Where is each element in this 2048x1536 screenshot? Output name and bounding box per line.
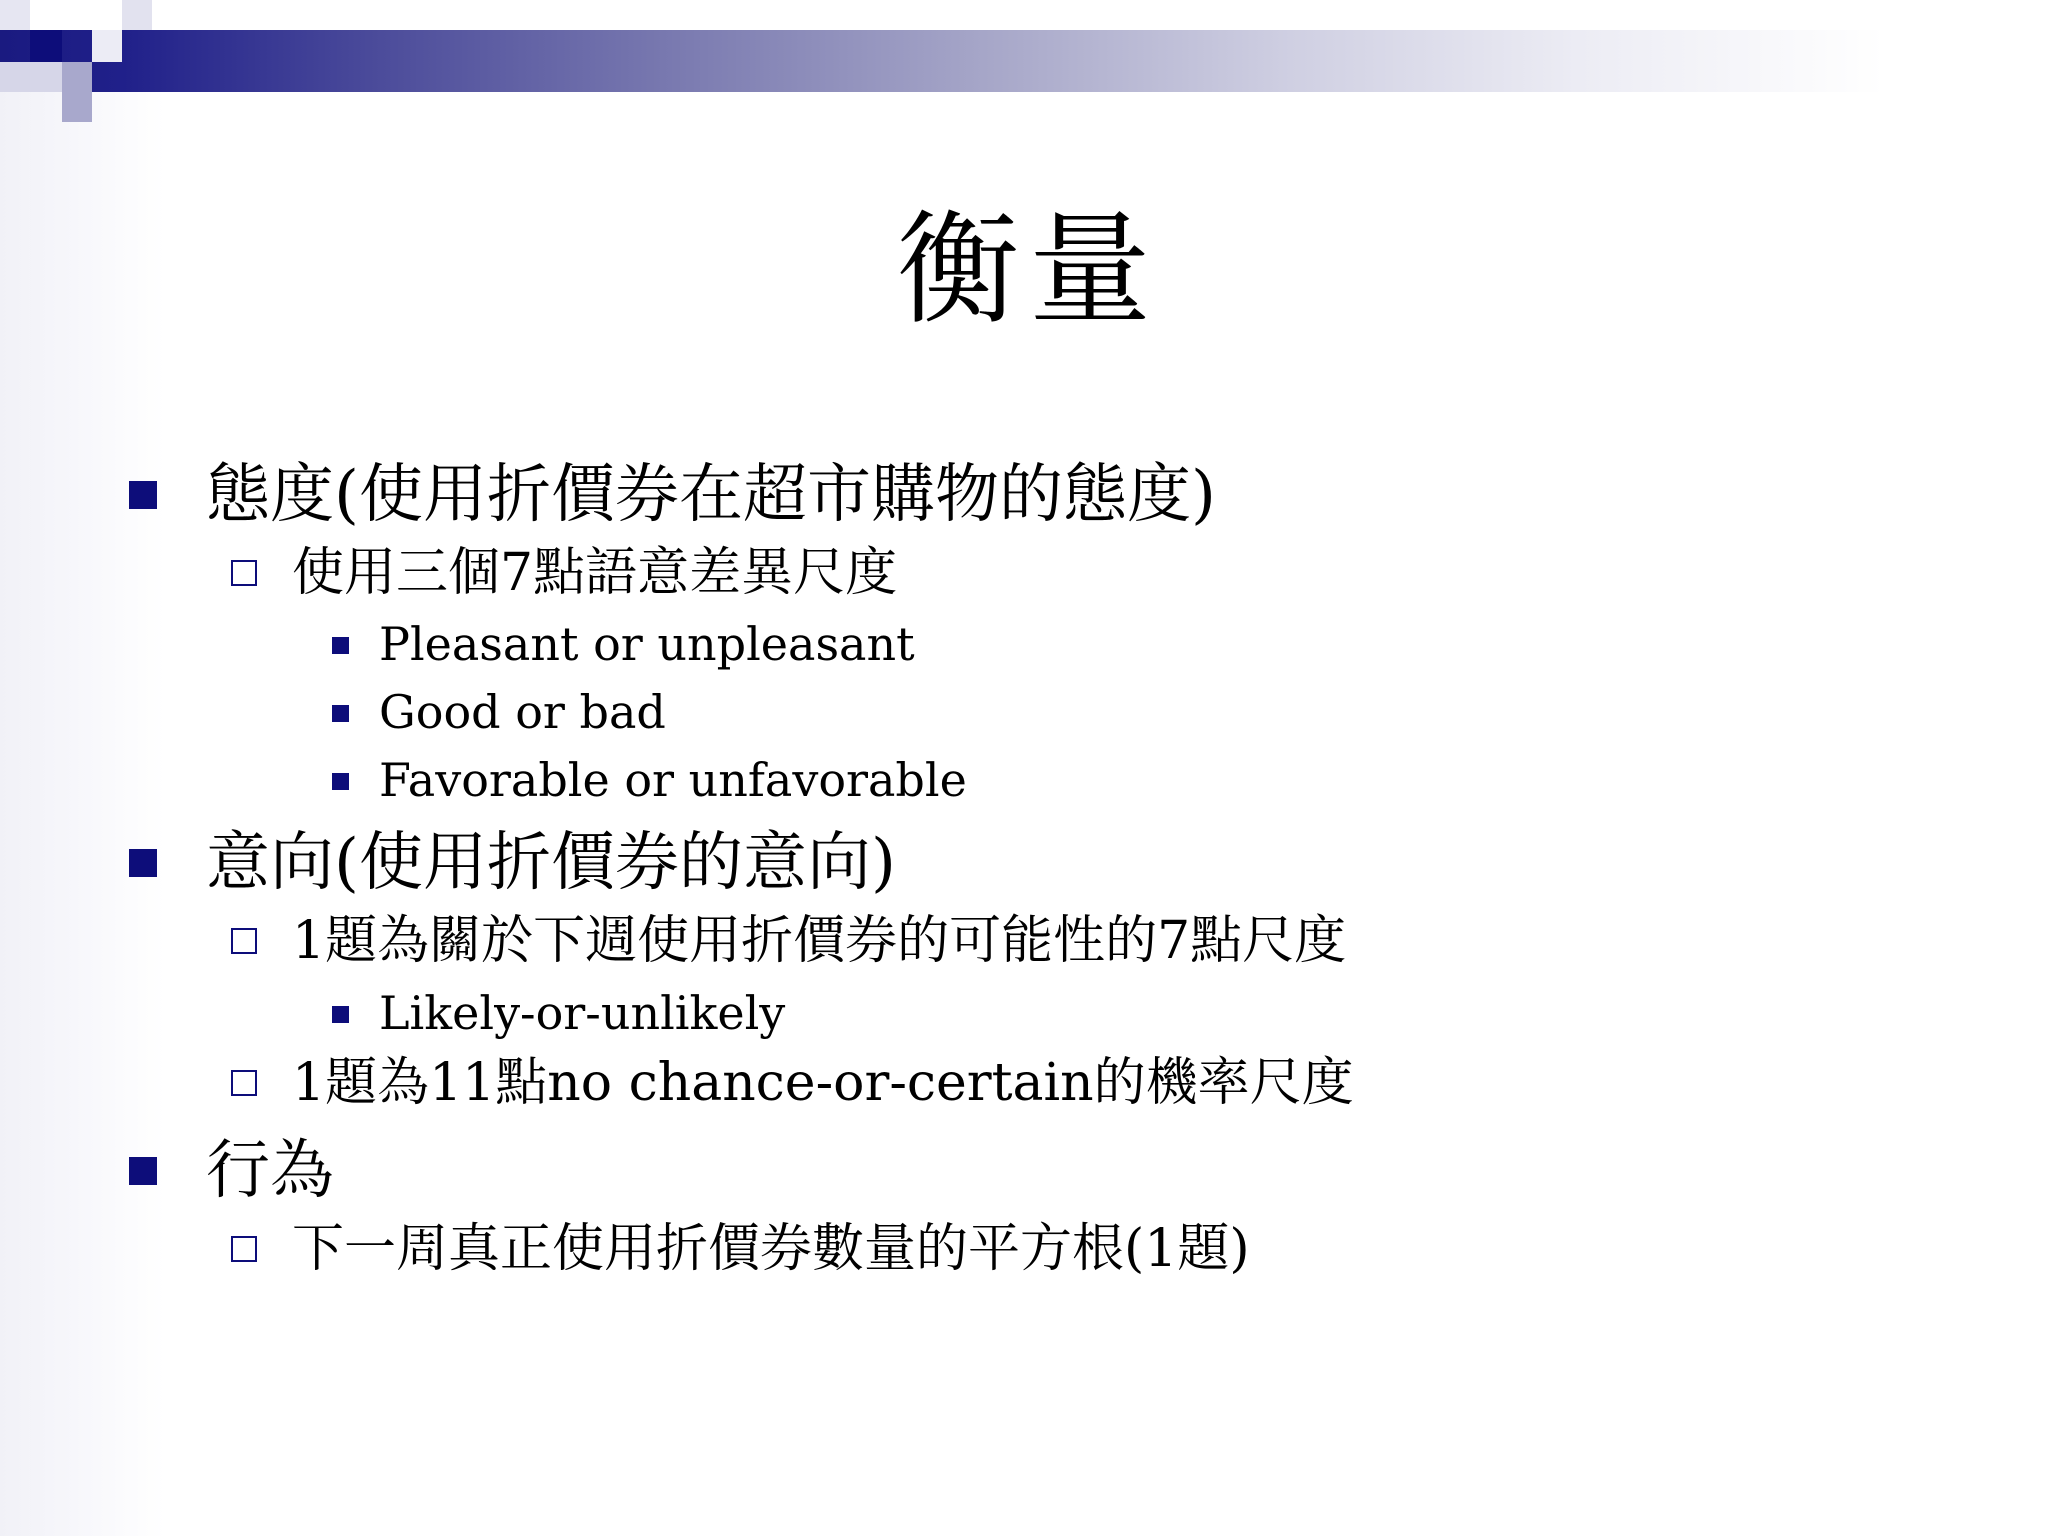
header-deco-square xyxy=(92,30,122,62)
bullet-square-icon xyxy=(129,849,157,877)
bullet-coupon-count: 下一周真正使用折價券數量的平方根(1題) xyxy=(292,1219,1250,1279)
bullet-intention: 意向(使用折價券的意向) xyxy=(206,826,896,900)
bullet-hollow-square-icon xyxy=(231,928,257,954)
bullet-small-square-icon xyxy=(332,705,349,722)
header-deco-square xyxy=(122,0,152,30)
bullet-likelihood-scale: 1題為關於下週使用折價券的可能性的7點尺度 xyxy=(292,911,1347,971)
bullet-square-icon xyxy=(129,1157,157,1185)
slide-title: 衡量 xyxy=(897,199,1161,341)
bullet-favorable: Favorable or unfavorable xyxy=(379,753,967,807)
bullet-small-square-icon xyxy=(332,773,349,790)
bullet-small-square-icon xyxy=(332,637,349,654)
bullet-behavior: 行為 xyxy=(206,1134,334,1208)
bullet-hollow-square-icon xyxy=(231,560,257,586)
bullet-good: Good or bad xyxy=(379,685,666,739)
bullet-square-icon xyxy=(129,481,157,509)
bullet-small-square-icon xyxy=(332,1006,349,1023)
header-deco-square xyxy=(0,62,62,92)
bullet-pleasant: Pleasant or unpleasant xyxy=(379,617,915,671)
header-deco-square xyxy=(30,30,62,62)
bullet-attitude: 態度(使用折價券在超市購物的態度) xyxy=(206,458,1216,532)
header-deco-square xyxy=(0,0,30,30)
bullet-likely: Likely-or-unlikely xyxy=(379,986,786,1040)
header-deco-square xyxy=(62,62,92,122)
bullet-hollow-square-icon xyxy=(231,1070,257,1096)
bullet-semantic-scale: 使用三個7點語意差異尺度 xyxy=(292,543,898,603)
header-gradient-bar xyxy=(0,30,2048,92)
bullet-hollow-square-icon xyxy=(231,1236,257,1262)
bullet-probability-scale: 1題為11點no chance-or-certain的機率尺度 xyxy=(292,1053,1354,1113)
